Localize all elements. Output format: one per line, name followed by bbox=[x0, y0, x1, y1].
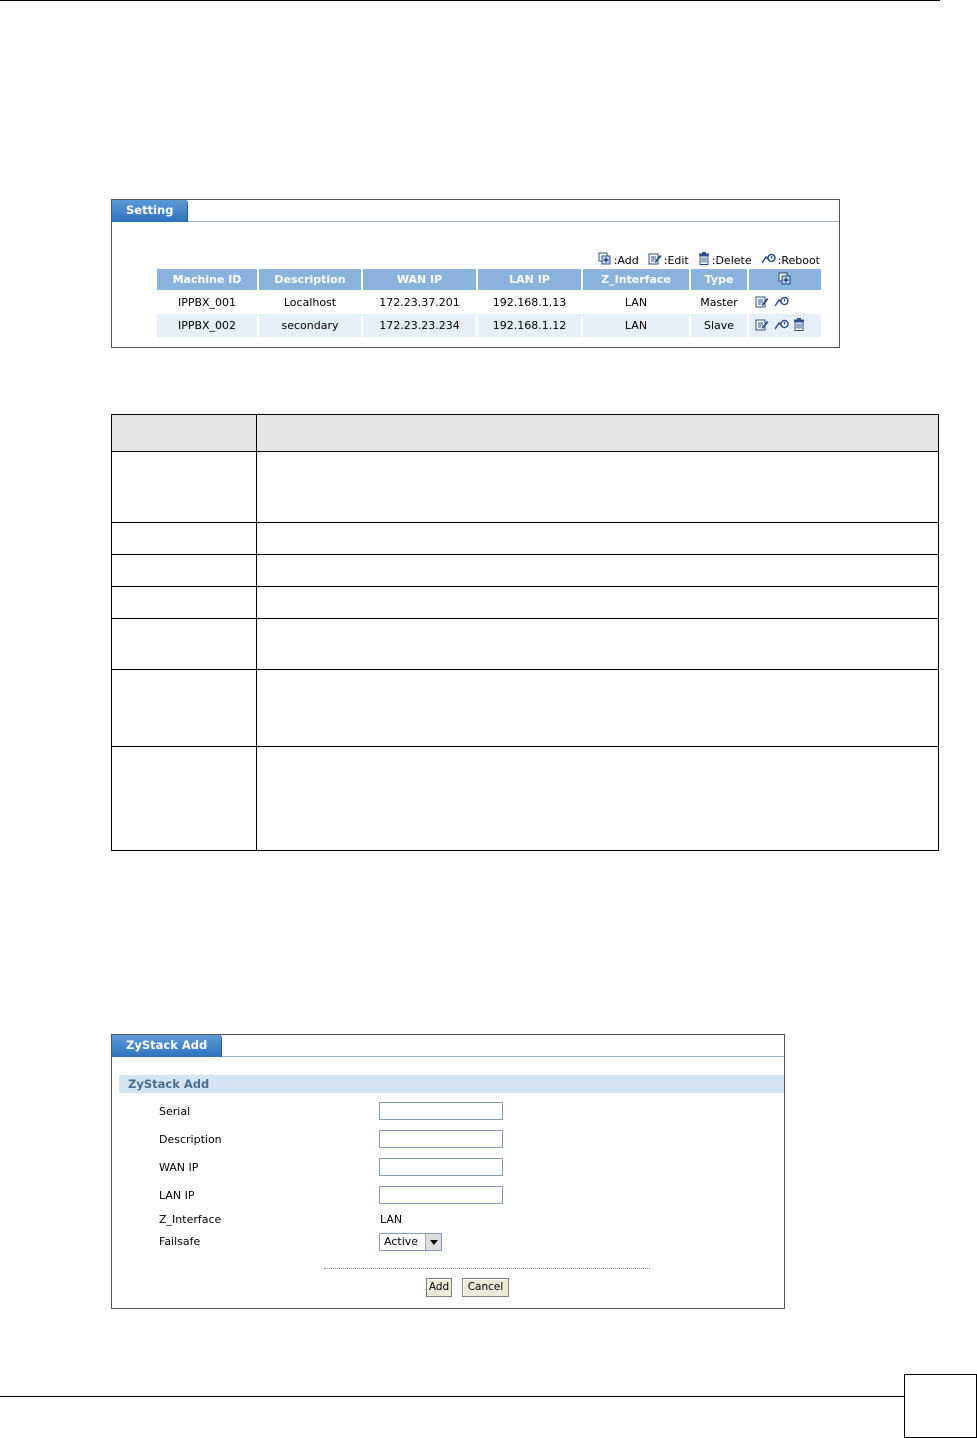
form-divider bbox=[324, 1268, 650, 1269]
col-z-interface: Z_Interface bbox=[583, 269, 689, 291]
cell-lan-ip: 192.168.1.13 bbox=[478, 291, 581, 314]
col-description: Description bbox=[259, 269, 361, 291]
desc-row bbox=[112, 670, 939, 747]
delete-icon bbox=[698, 252, 710, 268]
zystack-add-panel bbox=[111, 1034, 785, 1309]
lan-ip-label: LAN IP bbox=[159, 1189, 195, 1202]
desc-row bbox=[112, 747, 939, 851]
serial-label: Serial bbox=[159, 1105, 191, 1118]
col-machine-id: Machine ID bbox=[157, 269, 257, 291]
cell-description: Localhost bbox=[259, 291, 361, 314]
add-icon bbox=[598, 252, 612, 268]
z-interface-label: Z_Interface bbox=[159, 1213, 222, 1226]
tab-zystack-add[interactable]: ZyStack Add bbox=[112, 1035, 222, 1057]
edit-icon[interactable] bbox=[755, 295, 769, 311]
cancel-button[interactable]: Cancel bbox=[462, 1278, 509, 1297]
description-input[interactable] bbox=[379, 1130, 503, 1148]
cell-actions bbox=[749, 291, 821, 314]
legend-reboot-label: :Reboot bbox=[777, 253, 820, 267]
cell-wan-ip: 172.23.23.234 bbox=[363, 314, 476, 337]
desc-row bbox=[112, 452, 939, 523]
setting-tabbar bbox=[112, 200, 839, 222]
page-footer-rule bbox=[0, 1396, 904, 1397]
cell-wan-ip: 172.23.37.201 bbox=[363, 291, 476, 314]
legend-delete-label: :Delete bbox=[711, 253, 752, 267]
table-header-row bbox=[157, 269, 821, 291]
desc-row bbox=[112, 619, 939, 670]
cell-description: secondary bbox=[259, 314, 361, 337]
legend-edit-label: :Edit bbox=[663, 253, 689, 267]
cell-z-interface: LAN bbox=[583, 314, 689, 337]
field-description-table bbox=[111, 414, 939, 851]
desc-row bbox=[112, 523, 939, 555]
cell-machine-id: IPPBX_001 bbox=[157, 291, 257, 314]
wan-ip-label: WAN IP bbox=[159, 1161, 199, 1174]
serial-input[interactable] bbox=[379, 1102, 503, 1120]
legend-add bbox=[598, 252, 639, 268]
failsafe-select[interactable] bbox=[379, 1233, 442, 1251]
cell-lan-ip: 192.168.1.12 bbox=[478, 314, 581, 337]
table-row bbox=[157, 314, 821, 337]
col-lan-ip: LAN IP bbox=[478, 269, 581, 291]
col-wan-ip: WAN IP bbox=[363, 269, 476, 291]
cell-type: Slave bbox=[691, 314, 747, 337]
reboot-icon[interactable] bbox=[774, 318, 789, 334]
desc-row bbox=[112, 587, 939, 619]
add-icon[interactable] bbox=[778, 272, 792, 288]
legend-reboot bbox=[761, 252, 820, 268]
cell-machine-id: IPPBX_002 bbox=[157, 314, 257, 337]
page-header-rule bbox=[0, 0, 940, 1]
legend-add-label: :Add bbox=[613, 253, 639, 267]
edit-icon[interactable] bbox=[755, 318, 769, 334]
col-type: Type bbox=[691, 269, 747, 291]
cell-type: Master bbox=[691, 291, 747, 314]
machine-table bbox=[155, 269, 823, 337]
z-interface-value: LAN bbox=[380, 1213, 403, 1226]
table-row bbox=[157, 291, 821, 314]
failsafe-label: Failsafe bbox=[159, 1235, 201, 1248]
reboot-icon[interactable] bbox=[774, 295, 789, 311]
add-button[interactable]: Add bbox=[426, 1278, 452, 1297]
wan-ip-input[interactable] bbox=[379, 1158, 503, 1176]
desc-row bbox=[112, 555, 939, 587]
delete-icon[interactable] bbox=[793, 318, 805, 334]
page-number-box bbox=[904, 1374, 977, 1438]
desc-header-row bbox=[112, 415, 939, 452]
cell-actions bbox=[749, 314, 821, 337]
failsafe-selected-value: Active bbox=[384, 1235, 419, 1248]
section-title: ZyStack Add bbox=[119, 1075, 784, 1093]
edit-icon bbox=[648, 252, 662, 268]
legend-delete bbox=[698, 252, 752, 268]
cell-z-interface: LAN bbox=[583, 291, 689, 314]
chevron-down-icon[interactable] bbox=[425, 1234, 441, 1250]
add-tabbar bbox=[112, 1035, 784, 1057]
lan-ip-input[interactable] bbox=[379, 1186, 503, 1204]
tab-setting[interactable]: Setting bbox=[112, 200, 188, 222]
legend-edit bbox=[648, 252, 689, 268]
action-legend bbox=[598, 252, 820, 268]
description-label: Description bbox=[159, 1133, 222, 1146]
setting-panel bbox=[111, 199, 840, 348]
desc-header-label bbox=[112, 415, 257, 452]
col-actions bbox=[749, 269, 821, 291]
desc-header-description bbox=[257, 415, 939, 452]
reboot-icon bbox=[761, 252, 776, 268]
